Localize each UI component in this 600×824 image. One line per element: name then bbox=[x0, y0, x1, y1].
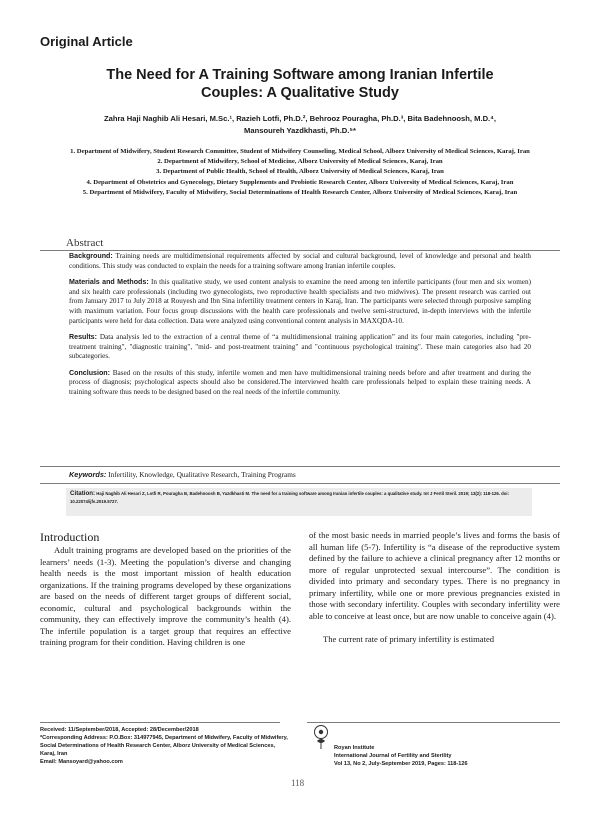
affiliation-5: 5. Department of Midwifery, Faculty of Midwifery, Social Determinations of Health Research Center, Alborz University of Medical Sciences, Karaj, Iran bbox=[82, 188, 518, 196]
abstract-heading: Abstract bbox=[66, 237, 104, 249]
methods-text: In this qualitative study, we used content analysis to examine the need among ten infertile participants (four men and six women) and six health care professionals (including two gynecologists, two reproductive health specialists and two midwives). The present research was carried out from January 2017 to July 2018 at Rouyesh and Ibn Sina infertility treatment centers in Karaj, Iran. The participants were selected through purposive sampling with maximum variation. Four focus group discussions with the health care professionals and twelve semi-structured, in-depth interviews with the infertile participants were held for data collection. Data were analyzed using conventional content analysis in MAXQDA-10. bbox=[69, 277, 531, 325]
abstract-methods bbox=[69, 278, 531, 327]
intro-paragraph-1: Adult training programs are developed based on the priorities of the learners’ needs (1-3). Meeting the population’s diverse and changing health needs is the most important mission of health education organizations. If the training programs developed by these organizations are based on the needs of different target groups of different social, economic, cultural and psychological backgrounds within the community, they can effectively improve the community’s health (4). The infertile population is a target group that requires an effective training program for their condition. Having children is one bbox=[40, 545, 291, 647]
title-line-1: The Need for A Training Software among Iranian Infertile bbox=[106, 67, 494, 83]
affiliation-4: 4. Department of Obstetrics and Gynecology, Dietary Supplements and Probiotic Research Center, Alborz University of Medical Sciences, Karaj, Iran bbox=[86, 178, 514, 186]
footer-rule-left bbox=[40, 722, 280, 723]
received-dates: Received: 11/September/2018, Accepted: 28/December/2018 bbox=[40, 727, 199, 733]
keywords-label: Keywords: bbox=[69, 470, 107, 479]
abstract-conclusion bbox=[69, 369, 531, 398]
intro-paragraph-2: of the most basic needs in married people’s lives and forms the basis of all human life (5-7). Infertility is “a disease of the reproductive system defined by the failure to achieve a clinical pregnancy after 12 months or more of regular unprotected sexual intercourse”. The condition is divided into primary and secondary types. There is no pregnancy in primary infertility, while one or more previous pregnancies existed in those with secondary infertility. Couples with secondary infertility were able to conceive at least once, but are now unable to conceive again (4). bbox=[309, 530, 560, 621]
introduction-heading: Introduction bbox=[40, 530, 100, 544]
results-label: Results: bbox=[69, 332, 97, 341]
affiliation-1: 1. Department of Midwifery, Student Research Committee, Student of Midwifery Counseling, Medical School, Alborz University of Medical Sciences, Karaj, Iran bbox=[70, 148, 530, 155]
journal-name: International Journal of Fertility and Sterility bbox=[334, 753, 452, 759]
footer-rule-right bbox=[307, 722, 560, 723]
keywords-text: Infertility, Knowledge, Qualitative Research, Training Programs bbox=[108, 470, 296, 479]
citation-label: Citation: bbox=[70, 490, 96, 497]
keywords-top-rule bbox=[40, 466, 560, 467]
conclusion-text: Based on the results of this study, infertile women and men have multidimensional training needs before and after treatment and during the process of diagnosis; psychological aspects should also be considered.The interviewed health care professionals helped to explain these training needs. A training software thus needs to be designed based on the real needs of the infertile community. bbox=[69, 368, 532, 396]
article-title bbox=[60, 66, 540, 102]
affiliation-3: 3. Department of Public Health, School of Health, Alborz University of Medical Sciences, Karaj, Iran bbox=[156, 168, 444, 176]
corresponding-email: Email: Mansoyard@yahoo.com bbox=[40, 759, 123, 765]
keywords-bottom-rule bbox=[40, 483, 560, 484]
royan-logo-icon bbox=[311, 724, 331, 750]
abstract-body bbox=[69, 252, 531, 404]
abstract-results bbox=[69, 333, 531, 362]
corresponding-address: *Corresponding Address: P.O.Box: 314977945, Department of Midwifery, Faculty of Midwifery, Social Determinations of Health Research Center, Alborz University of Medical Sciences, Karaj, Iran bbox=[40, 735, 288, 757]
authors-line-2: Mansoureh Yazdkhasti, Ph.D.⁵* bbox=[244, 126, 356, 135]
abstract-top-rule bbox=[40, 250, 560, 251]
article-type: Original Article bbox=[40, 34, 133, 49]
citation bbox=[70, 490, 530, 506]
citation-text: Haji Naghib Ali Hesari Z, Lotfi R, Pouragha B, Badehnoosh B, Yazdkhasti M. The need for a training software among Iranian infertile couples: a qualitative study. Int J Fertil Steril. 2019; 13(2): 118-126. doi: 10.22074/ijfs.2019.5727. bbox=[70, 491, 510, 504]
correspondence-info bbox=[40, 726, 290, 766]
methods-label: Materials and Methods: bbox=[69, 277, 149, 286]
title-line-2: Couples: A Qualitative Study bbox=[201, 85, 399, 101]
results-text: Data analysis led to the extraction of a central theme of “a multidimensional training application” and its four main categories, including "pre-treatment training", "diagnostic training", "mid- and post-treatment training" and "continuous psychological training". These main categories also had 20 subcategories. bbox=[69, 332, 531, 361]
authors-line-1: Zahra Haji Naghib Ali Hesari, M.Sc.¹, Razieh Lotfi, Ph.D.², Behrooz Pouragha, Ph.D.³, Bita Badehnoosh, M.D.⁴, bbox=[103, 114, 497, 123]
background-text: Training needs are multidimensional requirements affected by social and cultural background, level of knowledge and personal and health conditions. This study was conducted to explain the needs for a training software among Iranian infertile couples. bbox=[69, 252, 531, 270]
affiliation-2: 2. Department of Midwifery, School of Medicine, Alborz University of Medical Sciences, Karaj, Iran bbox=[157, 158, 443, 166]
abstract-background bbox=[69, 252, 531, 271]
institute-name: Royan Institute bbox=[334, 745, 375, 751]
body-column-left bbox=[40, 545, 291, 649]
author-list bbox=[62, 113, 538, 137]
body-column-right bbox=[309, 530, 560, 646]
journal-issue: Vol 13, No 2, July-September 2019, Pages: 118-126 bbox=[334, 761, 468, 767]
journal-info bbox=[334, 744, 560, 768]
background-label: Background: bbox=[69, 252, 113, 260]
conclusion-label: Conclusion: bbox=[69, 368, 110, 377]
keywords bbox=[69, 470, 531, 479]
page-number: 118 bbox=[291, 778, 305, 788]
affiliations bbox=[40, 147, 560, 198]
intro-paragraph-3: The current rate of primary infertility is estimated bbox=[323, 634, 495, 644]
